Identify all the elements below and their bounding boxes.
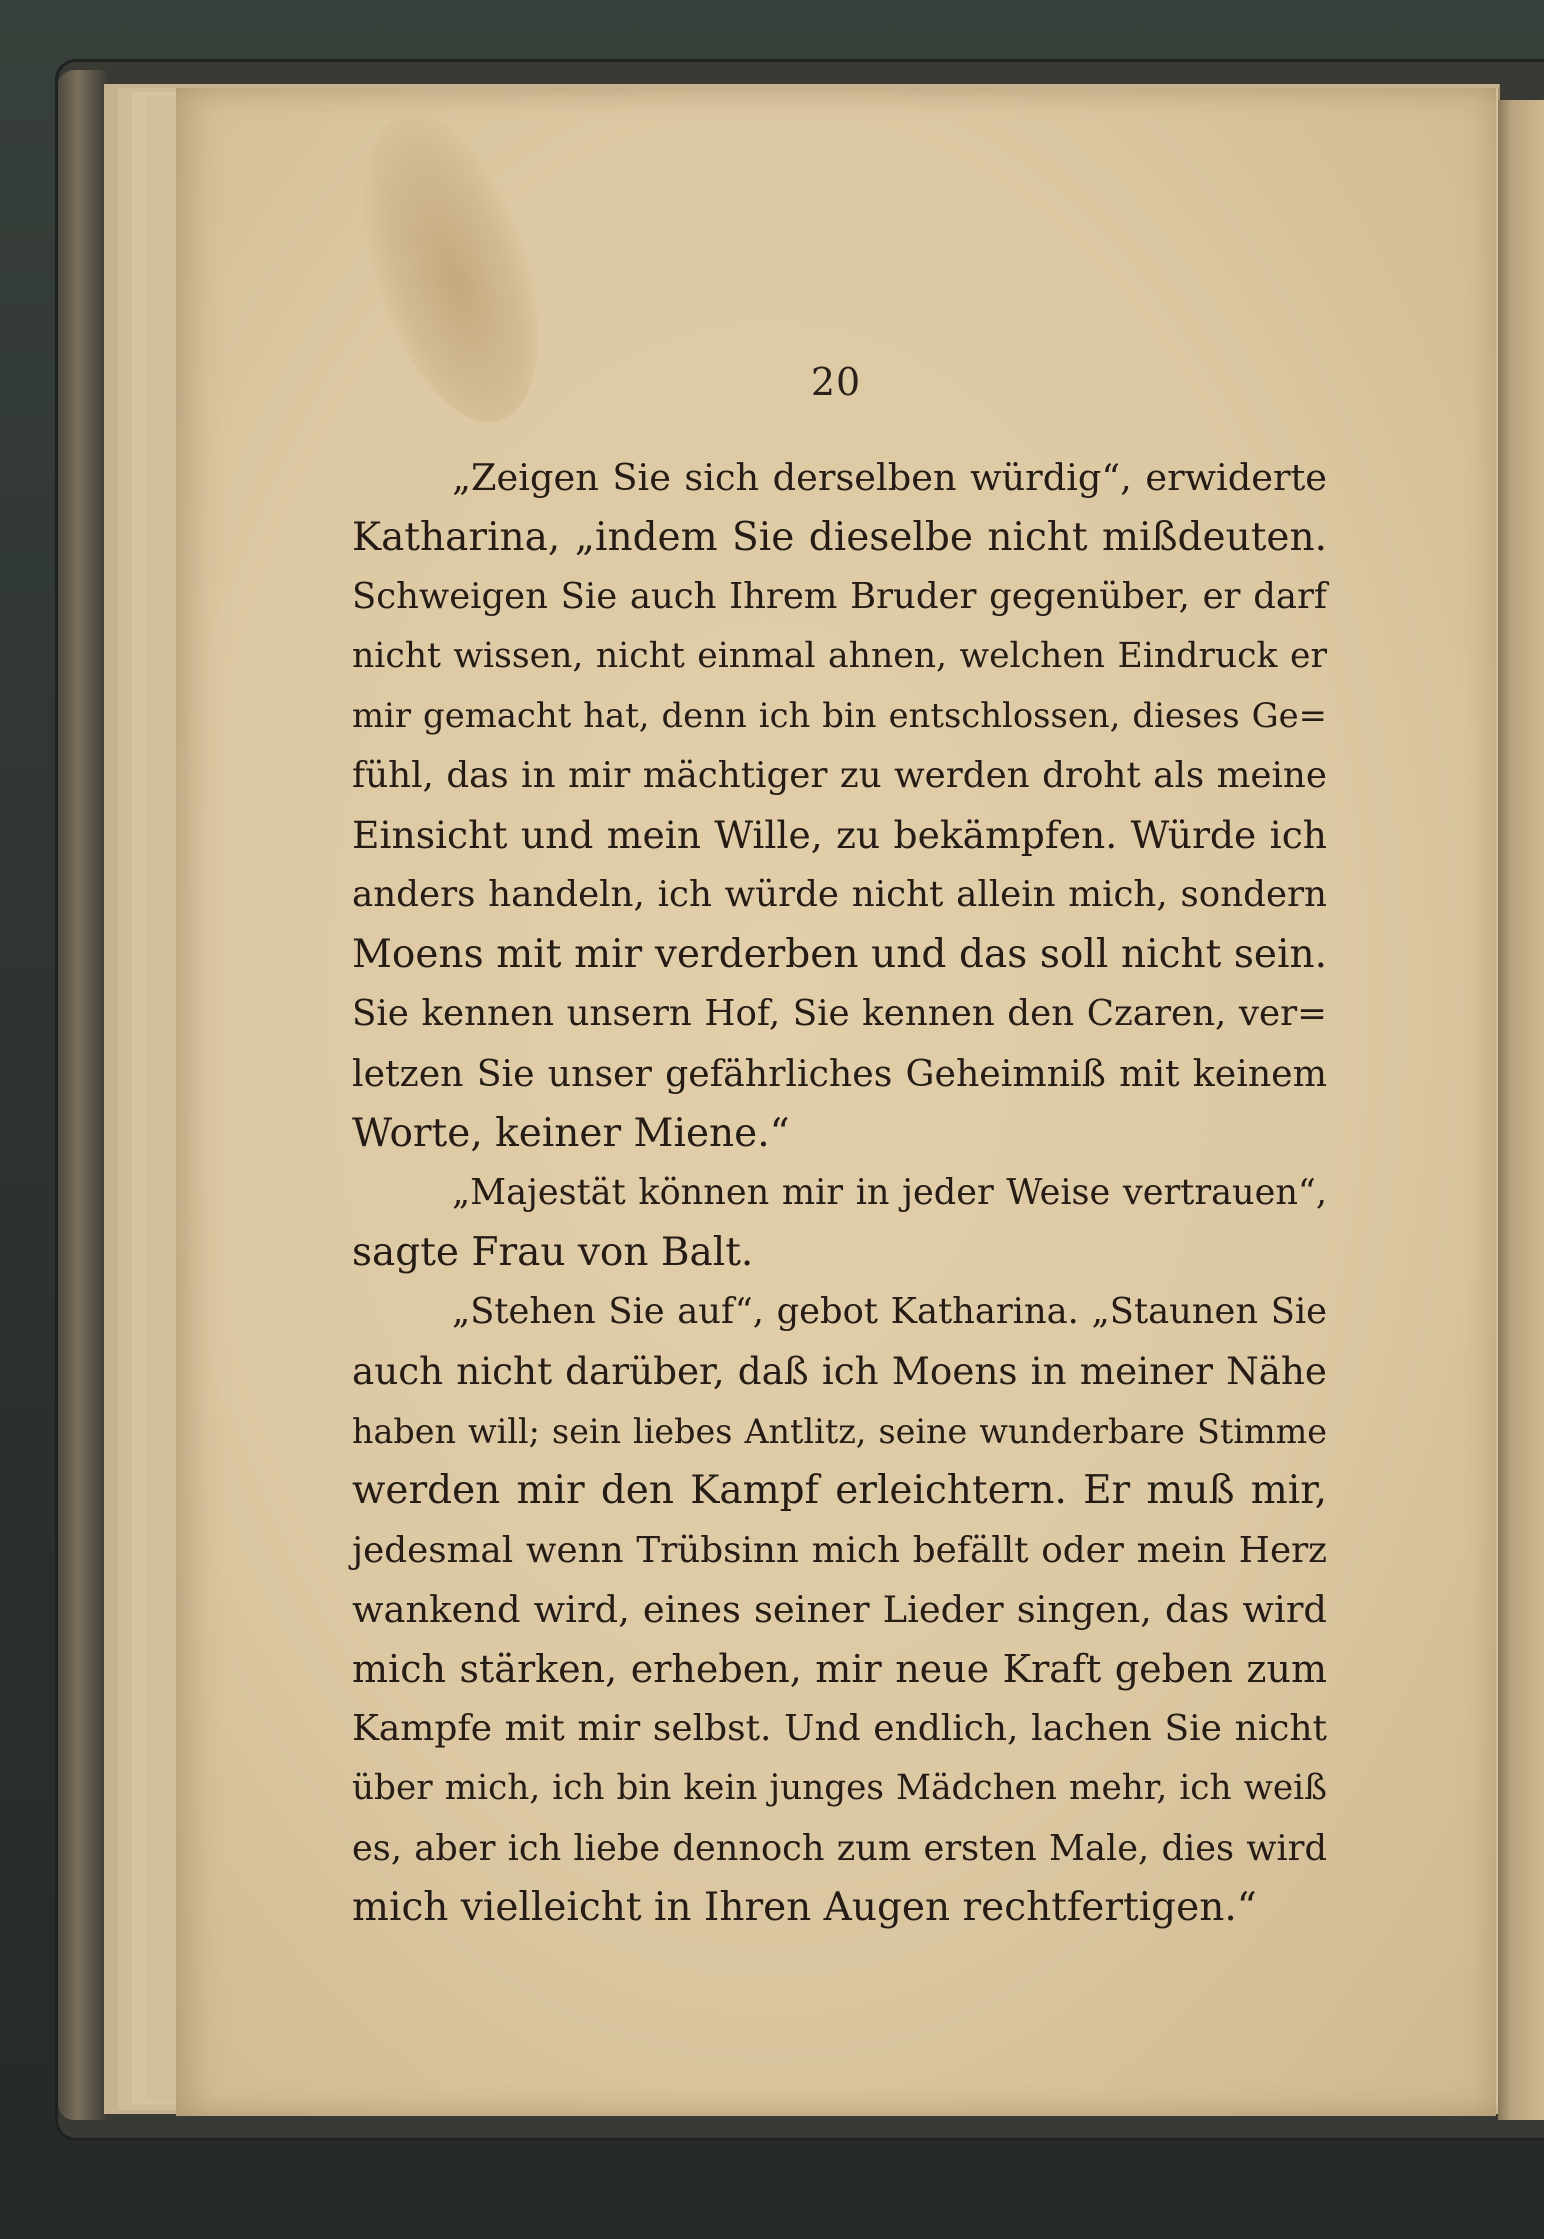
text-line: auch nicht darüber, daß ich Moens in meiner Nähe — [352, 1348, 1327, 1393]
book-page — [176, 88, 1496, 2116]
text-line: werden mir den Kampf erleichtern. Er muß mir, — [352, 1468, 1327, 1514]
page-number: 20 — [810, 360, 862, 404]
text-line: mir gemacht hat, denn ich bin entschlossen, dieses Ge= — [352, 696, 1327, 736]
text-line: „Zeigen Sie sich derselben würdig“, erwiderte — [452, 456, 1327, 499]
paragraph-2 — [352, 1163, 1327, 1282]
book-spine — [58, 70, 108, 2120]
text-line: es, aber ich liebe dennoch zum ersten Male, dies wird — [352, 1827, 1327, 1869]
text-line: Worte, keiner Miene.“ — [352, 1110, 790, 1156]
text-line: Sie kennen unsern Hof, Sie kennen den Czaren, ver= — [352, 993, 1327, 1035]
paragraph-3 — [352, 1282, 1327, 1938]
text-line: Einsicht und mein Wille, zu bekämpfen. Würde ich — [352, 812, 1327, 857]
body-text — [352, 448, 1327, 1938]
text-line: nicht wissen, nicht einmal ahnen, welchen Eindruck er — [352, 635, 1327, 676]
text-line: „Majestät können mir in jeder Weise vertrauen“, — [452, 1172, 1327, 1214]
text-line: über mich, ich bin kein junges Mädchen mehr, ich weiß — [352, 1768, 1327, 1809]
text-line: Schweigen Sie auch Ihrem Bruder gegenüber, er darf — [352, 576, 1327, 618]
text-line: mich vielleicht in Ihren Augen rechtfertigen.“ — [352, 1885, 1257, 1931]
text-line: Moens mit mir verderben und das soll nicht sein. — [352, 931, 1327, 977]
text-line: Kampfe mit mir selbst. Und endlich, lachen Sie nicht — [352, 1708, 1327, 1750]
text-line: mich stärken, erheben, mir neue Kraft geben zum — [352, 1646, 1327, 1691]
paragraph-1 — [352, 448, 1327, 1163]
text-line: letzen Sie unser gefährliches Geheimniß mit keinem — [352, 1051, 1327, 1095]
text-line: Katharina, „indem Sie dieselbe nicht mißdeuten. — [352, 514, 1327, 560]
facing-page-edge — [1498, 100, 1544, 2120]
text-line: anders handeln, ich würde nicht allein mich, sondern — [352, 874, 1327, 916]
text-line: wankend wird, eines seiner Lieder singen, das wird — [352, 1588, 1327, 1632]
text-line: fühl, das in mir mächtiger zu werden droht als meine — [352, 754, 1327, 796]
text-line: „Stehen Sie auf“, gebot Katharina. „Staunen Sie — [452, 1291, 1327, 1333]
text-line: sagte Frau von Balt. — [352, 1229, 754, 1275]
text-line: haben will; sein liebes Antlitz, seine wunderbare Stimme — [352, 1411, 1327, 1451]
text-line: jedesmal wenn Trübsinn mich befällt oder mein Herz — [352, 1529, 1327, 1571]
